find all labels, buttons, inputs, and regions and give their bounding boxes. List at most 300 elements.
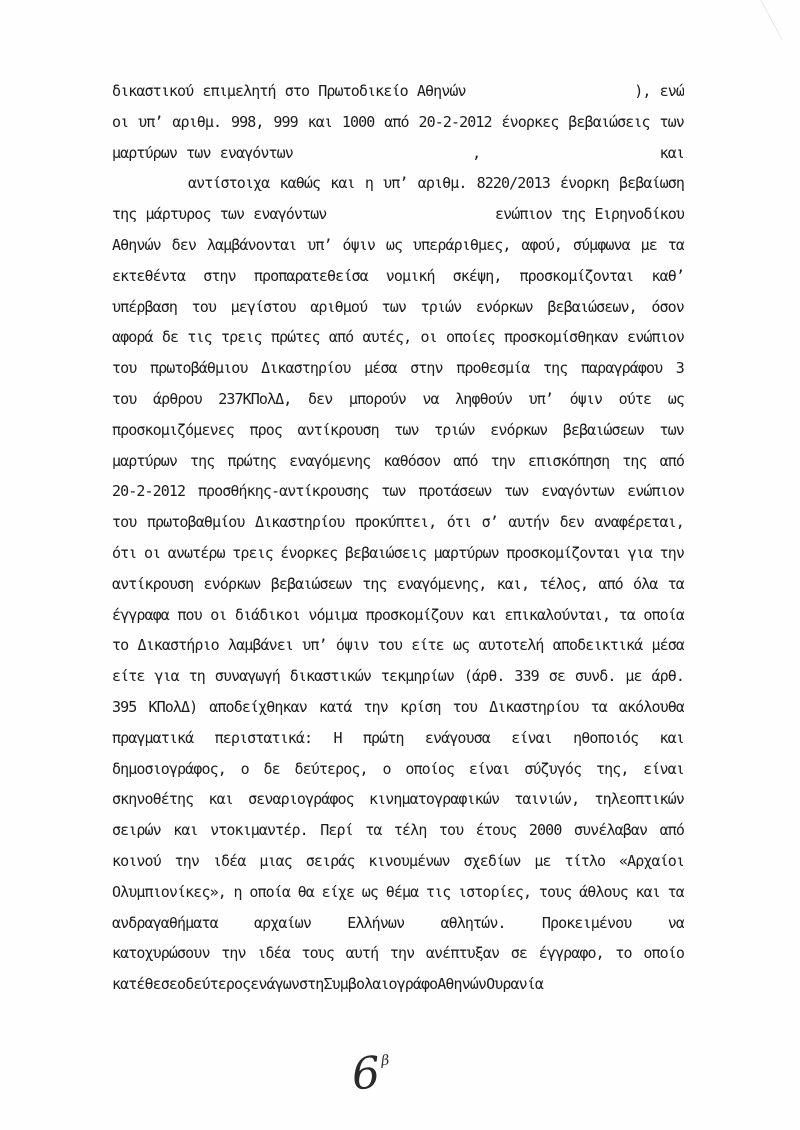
text-word: για	[627, 543, 653, 562]
text-word: επισκόπηση	[527, 451, 610, 470]
text-segment: ενώπιον της Ειρηνοδίκου	[494, 205, 684, 224]
text-word: ιδέα	[257, 944, 290, 963]
text-word: αυτήν	[508, 513, 550, 532]
text-word: «Αρχαίοι	[618, 851, 684, 870]
text-word: ως	[667, 389, 684, 408]
text-word: ιστορίες,	[458, 882, 532, 901]
text-word: των	[659, 420, 684, 439]
text-word: και	[173, 821, 198, 840]
text-word: έγγραφα	[112, 605, 169, 624]
text-word: αντίστοιχα	[188, 174, 270, 193]
text-word: ανέπτυξαν	[425, 944, 500, 963]
text-word: οι	[143, 543, 161, 562]
text-word: ενόρκων	[475, 297, 533, 316]
text-word: αυτή	[345, 944, 379, 963]
text-word: που	[177, 605, 202, 624]
text-line	[112, 969, 684, 1000]
text-word: δικαστικών	[289, 667, 371, 686]
text-word: των	[381, 482, 406, 501]
text-word: πρωτοβάθμιου	[149, 359, 248, 378]
text-word: δεν	[307, 389, 333, 408]
text-word: καθόσον	[383, 451, 441, 470]
text-word: και,	[496, 574, 530, 593]
text-line	[112, 815, 684, 846]
text-line	[112, 261, 684, 292]
text-word: αριθμ.	[172, 112, 222, 131]
text-word: υπ’	[383, 174, 408, 193]
text-word: άρθ.	[651, 667, 684, 686]
text-word: υπ’	[528, 389, 554, 408]
text-word: αριθμ.	[417, 174, 467, 193]
text-word: του	[377, 636, 403, 655]
text-word: με	[625, 667, 642, 686]
text-word: κινουμένων	[368, 851, 450, 870]
text-line	[112, 538, 684, 569]
text-word: τις	[187, 328, 212, 347]
text-word: ενώπιον	[627, 482, 684, 501]
text-word: της	[622, 451, 647, 470]
text-line	[112, 384, 684, 415]
text-word: οι	[420, 328, 437, 347]
text-word: όψιν	[335, 636, 369, 655]
text-word: ανωτέρω	[167, 543, 225, 562]
text-word: σειράς	[305, 851, 355, 870]
page-number-suffix: β	[380, 1052, 390, 1070]
text-line	[112, 199, 684, 230]
text-word: των	[394, 420, 419, 439]
text-word: στην	[203, 266, 236, 285]
text-word: Ουρανία	[486, 975, 543, 994]
text-word: και	[635, 882, 660, 901]
text-word: υπ’	[302, 636, 327, 655]
text-word: του	[191, 297, 217, 316]
text-word: βεβαιώσεων	[270, 574, 353, 593]
text-word: με	[534, 851, 551, 870]
text-word: άθλους	[579, 882, 628, 901]
text-word: οποίο	[643, 944, 684, 963]
text-word: κατά	[318, 697, 352, 716]
text-word: στην	[410, 359, 443, 378]
text-word: αποδείχθηκαν	[209, 697, 307, 716]
text-line	[112, 846, 684, 877]
text-word: εναγόντων	[541, 482, 615, 501]
text-word: ως	[453, 636, 470, 655]
text-word: σ’	[481, 513, 498, 532]
text-word: προσκομίζονται	[506, 543, 621, 562]
text-word: πρωτοβαθμίου	[146, 513, 245, 532]
text-word: αντίκρουση	[112, 574, 194, 593]
text-word: εναγόμενης,	[396, 574, 487, 593]
text-word: του	[452, 697, 478, 716]
text-segment: ,	[472, 143, 481, 162]
text-word: έγγραφο,	[538, 944, 604, 963]
text-word: περιστατικά:	[214, 728, 313, 747]
text-word: από	[453, 451, 478, 470]
text-word: της	[190, 451, 215, 470]
text-word: το	[112, 636, 129, 655]
text-word: καθ’	[651, 266, 684, 285]
text-word: 1000	[341, 112, 375, 131]
text-word: του	[112, 513, 137, 532]
text-word: βεβαιώσεις	[568, 112, 650, 131]
text-word: 999	[273, 112, 298, 131]
text-word: μέσα	[364, 359, 397, 378]
text-word: μαρτύρων	[112, 451, 178, 470]
text-word: έτους	[475, 821, 517, 840]
text-word: συνδ.	[574, 667, 616, 686]
text-word: νόμιμα	[308, 605, 358, 624]
text-word: της	[362, 574, 387, 593]
text-word: τρεις	[232, 543, 273, 562]
text-line	[112, 723, 684, 754]
text-line	[112, 908, 684, 939]
text-word: από	[659, 821, 684, 840]
text-word: 237ΚΠολΔ,	[218, 389, 292, 408]
text-line	[112, 600, 684, 631]
text-word: αρχαίων	[254, 913, 311, 932]
text-word: αυτοτελή	[478, 636, 544, 655]
text-word: των	[659, 112, 684, 131]
text-word: καθώς	[279, 174, 321, 193]
text-word: ανδραγαθήματα	[112, 913, 218, 932]
text-word: δεν	[559, 513, 584, 532]
text-word: τίτλο	[564, 851, 606, 870]
text-word: κατοχυρώσουν	[112, 944, 210, 963]
text-word: και	[330, 174, 355, 193]
text-word: αφορά	[112, 328, 153, 347]
text-word: είναι	[468, 759, 510, 778]
text-word: προς	[249, 420, 282, 439]
text-word: την	[221, 944, 246, 963]
text-line	[112, 877, 684, 908]
text-line	[112, 292, 684, 323]
text-word: ότι	[446, 513, 472, 532]
text-word: σύμφωνα	[572, 235, 630, 254]
text-word: 998,	[231, 112, 264, 131]
text-word: όλα	[633, 574, 658, 593]
text-line	[112, 661, 684, 692]
text-word: ενάγων	[250, 975, 300, 994]
text-word: προτάσεων	[418, 482, 492, 501]
text-word: ο	[240, 759, 249, 778]
text-word: υπέρβαση	[112, 297, 178, 316]
text-word: Η	[333, 728, 342, 747]
text-word: εναγόμενης	[289, 451, 371, 470]
text-word: προπαρατεθείσα	[253, 266, 368, 285]
text-word: τέλος,	[539, 574, 589, 593]
text-word: στη	[299, 975, 324, 994]
text-word: θα	[297, 882, 314, 901]
text-word: εκτεθέντα	[112, 266, 186, 285]
text-word: πρώτες	[270, 328, 320, 347]
text-word: τα	[590, 697, 607, 716]
text-word: όσον	[651, 297, 684, 316]
text-line	[112, 938, 684, 969]
text-line	[112, 476, 684, 507]
text-line	[112, 322, 684, 353]
text-word: κινηματογραφικών	[368, 790, 500, 809]
text-word: δεύτερος	[185, 975, 251, 994]
text-word: πρώτης	[227, 451, 277, 470]
text-line	[112, 630, 684, 661]
text-segment: και	[659, 143, 684, 162]
text-word: μεγίστου	[230, 297, 296, 316]
text-word: ένορκες	[501, 112, 559, 131]
text-word: Αθηνών	[112, 235, 161, 254]
text-word: πραγματικά	[112, 728, 194, 747]
text-word: 395	[112, 697, 137, 716]
text-word: λαμβάνονται	[206, 235, 297, 254]
text-word: οι	[112, 112, 129, 131]
text-word: και	[471, 605, 497, 624]
text-word: τα	[667, 882, 684, 901]
text-word: ηθοποιός	[573, 728, 639, 747]
text-word: πρώτη	[362, 728, 404, 747]
text-word: ως	[361, 882, 379, 901]
text-word: την	[659, 543, 684, 562]
text-word: προσθήκης-αντίκρουσης	[197, 482, 369, 501]
text-word: βεβαιώσεις	[344, 543, 427, 562]
text-word: του	[112, 359, 137, 378]
text-word: μέσα	[651, 636, 684, 655]
text-word: ως	[385, 235, 403, 254]
scan-edge-mark	[700, 0, 782, 40]
text-word: ένορκη	[560, 174, 609, 193]
text-word: Αθηνών	[437, 975, 487, 994]
text-word: όψιν	[569, 389, 603, 408]
text-word: υπ’	[138, 112, 163, 131]
text-word: ενόρκων	[490, 420, 548, 439]
text-word: ακόλουθα	[618, 697, 684, 716]
text-word: την	[490, 451, 516, 470]
text-line	[112, 353, 684, 384]
text-word: από	[384, 112, 409, 131]
text-word: σε	[510, 944, 528, 963]
text-word: και	[208, 790, 233, 809]
text-word: τη	[188, 667, 205, 686]
text-word: άρθρου	[152, 389, 202, 408]
text-word: ληφθούν	[455, 389, 513, 408]
text-word: μπορούν	[348, 389, 406, 408]
text-word: κρίση	[399, 697, 441, 716]
text-word: η	[364, 174, 373, 193]
page-number-value: 6	[350, 1047, 382, 1101]
text-word: δε	[161, 328, 179, 347]
text-word: για	[154, 667, 179, 686]
text-word: νομική	[385, 266, 435, 285]
text-segment: δικαστικού επιμελητή στο Πρωτοδικείο Αθηνών	[112, 82, 466, 100]
text-word: (άρθ.	[463, 667, 505, 686]
text-word: την	[389, 944, 415, 963]
text-word: είναι	[643, 759, 684, 778]
text-line	[112, 138, 684, 169]
text-word: τεκμηρίων	[380, 667, 455, 686]
text-word: τρεις	[220, 328, 262, 347]
text-word: δεύτερος,	[294, 759, 368, 778]
document-body	[112, 76, 684, 1000]
text-word: να	[422, 389, 439, 408]
text-word: 2000	[528, 821, 562, 840]
text-word: Δικαστηρίου	[489, 697, 579, 716]
text-word: αντίκρουση	[297, 420, 379, 439]
text-word: προθεσμία	[456, 359, 530, 378]
text-word: βεβαίωση	[618, 174, 684, 193]
text-word: από	[328, 328, 354, 347]
text-word: οι	[210, 605, 227, 624]
text-word: ενάγουσα	[424, 728, 490, 747]
text-line	[112, 230, 684, 261]
text-word: είτε	[411, 636, 444, 655]
text-word: βεβαιώσεων,	[547, 297, 637, 316]
text-line	[112, 569, 684, 600]
text-word: υπεράριθμες,	[412, 235, 511, 254]
text-line	[112, 446, 684, 477]
text-word: λαμβάνει	[228, 636, 294, 655]
text-word: τις	[425, 882, 451, 901]
text-word: σκηνοθέτης	[112, 790, 194, 809]
text-word: αφού,	[521, 235, 562, 254]
text-word: προκύπτει,	[354, 513, 437, 532]
text-word: προσκομίζουν	[365, 605, 464, 624]
text-word: Δικαστήριο	[137, 636, 219, 655]
text-word: κοινού	[112, 851, 161, 870]
text-line	[112, 507, 684, 538]
text-word: τα	[618, 605, 635, 624]
text-word: από	[598, 574, 623, 593]
text-word: συναγωγή	[214, 667, 280, 686]
text-segment: της μάρτυρος των εναγόντων	[112, 205, 327, 224]
text-word: Ολυμπιονίκες»,	[112, 882, 226, 901]
text-word: αναφέρεται,	[594, 513, 684, 532]
text-line	[112, 107, 684, 138]
text-segment: ), ενώ	[634, 82, 684, 100]
text-word: τέλη	[393, 821, 427, 840]
text-word: 3	[675, 359, 684, 378]
text-word: τους	[538, 882, 572, 901]
text-word: της	[542, 359, 568, 378]
text-word: διάδικοι	[234, 605, 300, 624]
text-word: ο	[382, 759, 391, 778]
text-word: ούτε	[618, 389, 652, 408]
text-word: σχεδίων	[463, 851, 521, 870]
text-word: Προκειμένου	[541, 913, 632, 932]
text-word: οποία	[643, 605, 684, 624]
text-word: συνέλαβαν	[573, 821, 648, 840]
text-word: σεναριογράφος	[248, 790, 354, 809]
text-word: αποδεικτικά	[552, 636, 643, 655]
text-word: μιας	[259, 851, 292, 870]
text-word: αθλητών.	[440, 913, 506, 932]
text-word: οποία	[249, 882, 290, 901]
text-line	[112, 168, 684, 199]
text-word: ο	[177, 975, 186, 994]
text-word: το	[615, 944, 632, 963]
text-word: Ελλήνων	[347, 913, 405, 932]
text-word: τριών	[434, 420, 475, 439]
text-word: η	[233, 882, 242, 901]
text-word: 8220/2013	[476, 174, 550, 193]
text-word: σειρών	[112, 821, 161, 840]
text-word: του	[438, 821, 464, 840]
text-word: παραγράφου	[580, 359, 663, 378]
text-word: τους	[301, 944, 335, 963]
text-word: είτε	[112, 667, 145, 686]
text-word: σκέψη,	[452, 266, 502, 285]
text-word: σε	[548, 667, 565, 686]
text-segment: μαρτύρων των εναγόντων	[112, 143, 293, 162]
text-word: 20-2-2012	[418, 112, 492, 131]
text-word: και	[307, 112, 333, 131]
text-word: Περί	[320, 821, 353, 840]
text-word: την	[174, 851, 200, 870]
text-word: του	[112, 389, 137, 408]
text-word: τηλεοπτικών	[594, 790, 684, 809]
text-word: δεν	[171, 235, 197, 254]
text-word: είναι	[511, 728, 552, 747]
text-word: οποίες	[446, 328, 495, 347]
text-word: την	[363, 697, 388, 716]
text-line	[112, 76, 684, 107]
text-word: 339	[514, 667, 539, 686]
text-word: ότι	[112, 543, 137, 562]
handwritten-page-number	[350, 1047, 390, 1100]
text-word: 20-2-2012	[112, 482, 186, 501]
text-word: είχε	[321, 882, 355, 901]
text-word: της,	[595, 759, 629, 778]
text-word: Συμβολαιογράφο	[323, 975, 438, 994]
text-line	[112, 784, 684, 815]
text-word: τριών	[420, 297, 462, 316]
text-word: επικαλούνται,	[504, 605, 611, 624]
text-word: και	[659, 728, 684, 747]
text-word: μαρτύρων	[433, 543, 499, 562]
text-word: Δικαστηρίου	[261, 359, 351, 378]
text-word: ντοκιμαντέρ.	[210, 821, 308, 840]
text-word: δημοσιογράφος,	[112, 759, 226, 778]
text-word: προσκομίσθηκαν	[504, 328, 618, 347]
text-word: προσκομιζόμενες	[112, 420, 234, 439]
text-word: ταινιών,	[514, 790, 580, 809]
text-word: να	[667, 913, 684, 932]
text-word: των	[504, 482, 529, 501]
text-word: βεβαιώσεων	[562, 420, 645, 439]
text-word: τα	[667, 574, 684, 593]
text-line	[112, 692, 684, 723]
text-word: σύζυγός	[524, 759, 582, 778]
text-word: οποίος	[405, 759, 455, 778]
text-word: κατέθεσε	[112, 975, 178, 994]
text-word: ενόρκων	[203, 574, 261, 593]
text-word: ένορκες	[280, 543, 338, 562]
text-word: θέμα	[385, 882, 419, 901]
text-word: τα	[365, 821, 382, 840]
text-word: τα	[667, 235, 684, 254]
text-word: αριθμού	[310, 297, 368, 316]
text-word: δε	[263, 759, 280, 778]
text-word: αυτές,	[362, 328, 412, 347]
text-line	[112, 415, 684, 446]
text-word: ενώπιον	[627, 328, 684, 347]
text-word: από	[659, 451, 684, 470]
text-word: ΚΠολΔ)	[148, 697, 198, 716]
text-word: όψιν	[342, 235, 375, 254]
text-word: των	[381, 297, 407, 316]
text-line	[112, 754, 684, 785]
text-word: υπ’	[307, 235, 332, 254]
text-word: Δικαστηρίου	[254, 513, 345, 532]
text-word: προσκομίζονται	[519, 266, 634, 285]
text-word: με	[640, 235, 657, 254]
